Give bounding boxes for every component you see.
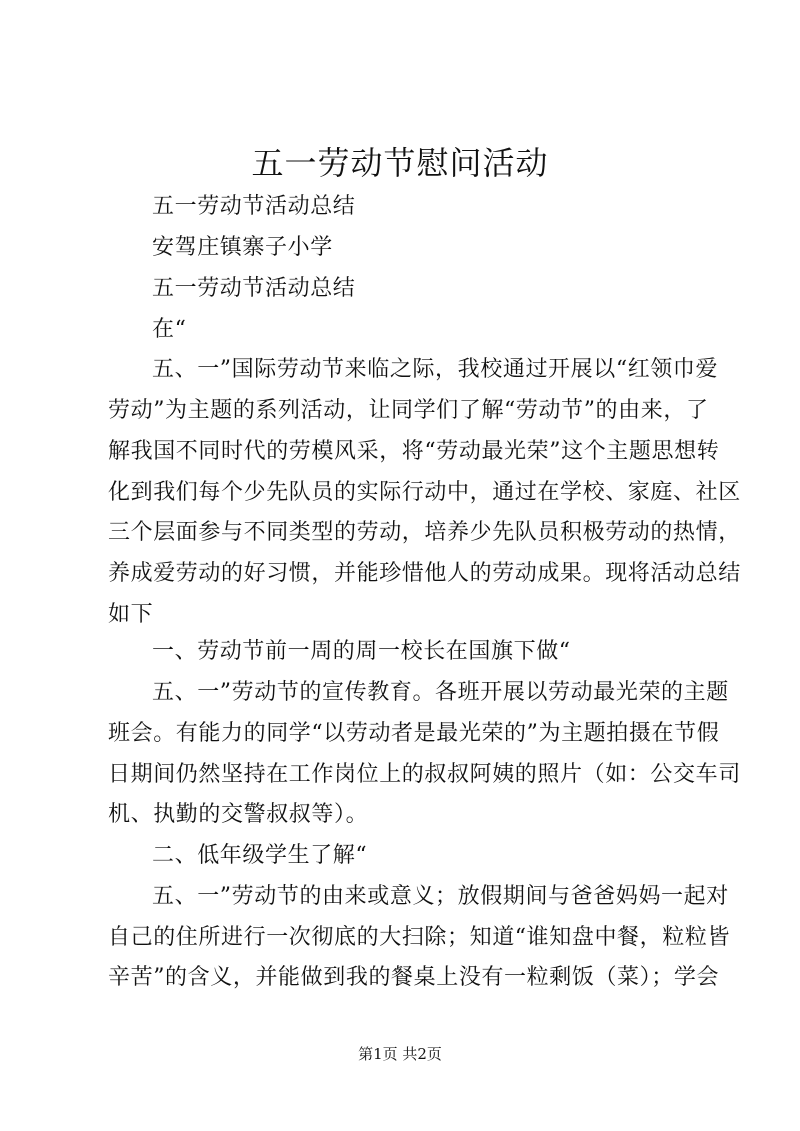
text-line: 三个层面参与不同类型的劳动，培养少先队员积极劳动的热情，	[108, 520, 741, 545]
text-line: 五一劳动节活动总结	[152, 276, 356, 301]
text-line: 自己的住所进行一次彻底的大扫除；知道“谁知盘中餐，粒粒皆	[108, 925, 731, 950]
text-line: 养成爱劳动的好习惯，并能珍惜他人的劳动成果。现将活动总结	[108, 561, 741, 586]
text-line: 一、劳动节前一周的周一校长在国旗下做“	[152, 639, 571, 664]
text-line: 日期间仍然坚持在工作岗位上的叔叔阿姨的照片（如：公交车司	[108, 762, 741, 787]
text-line: 辛苦”的含义，并能做到我的餐桌上没有一粒剩饭（菜）；学会	[108, 965, 720, 990]
page-footer: 第1页 共2页	[358, 1045, 442, 1063]
text-line: 五、一”劳动节的由来或意义；放假期间与爸爸妈妈一起对	[152, 884, 729, 909]
text-line: 安驾庄镇寨子小学	[152, 235, 333, 260]
text-line: 解我国不同时代的劳模风采，将“劳动最光荣”这个主题思想转	[108, 439, 720, 464]
text-line: 劳动”为主题的系列活动，让同学们了解“劳动节”的由来，了	[108, 398, 709, 423]
text-line: 机、执勤的交警叔叔等）。	[108, 802, 369, 827]
text-line: 在“	[152, 317, 187, 342]
text-line: 班会。有能力的同学“以劳动者是最光荣的”为主题拍摄在节假	[108, 721, 720, 746]
text-line: 五一劳动节活动总结	[152, 194, 356, 219]
text-line: 化到我们每个少先队员的实际行动中，通过在学校、家庭、社区	[108, 480, 741, 505]
text-line: 五、一”劳动节的宣传教育。各班开展以劳动最光荣的主题	[152, 680, 729, 705]
text-line: 二、低年级学生了解“	[152, 843, 368, 868]
document-title: 五一劳动节慰问活动	[251, 144, 549, 182]
text-line: 五、一”国际劳动节来临之际，我校通过开展以“红领巾爱	[152, 357, 719, 382]
text-line: 如下	[108, 602, 154, 627]
